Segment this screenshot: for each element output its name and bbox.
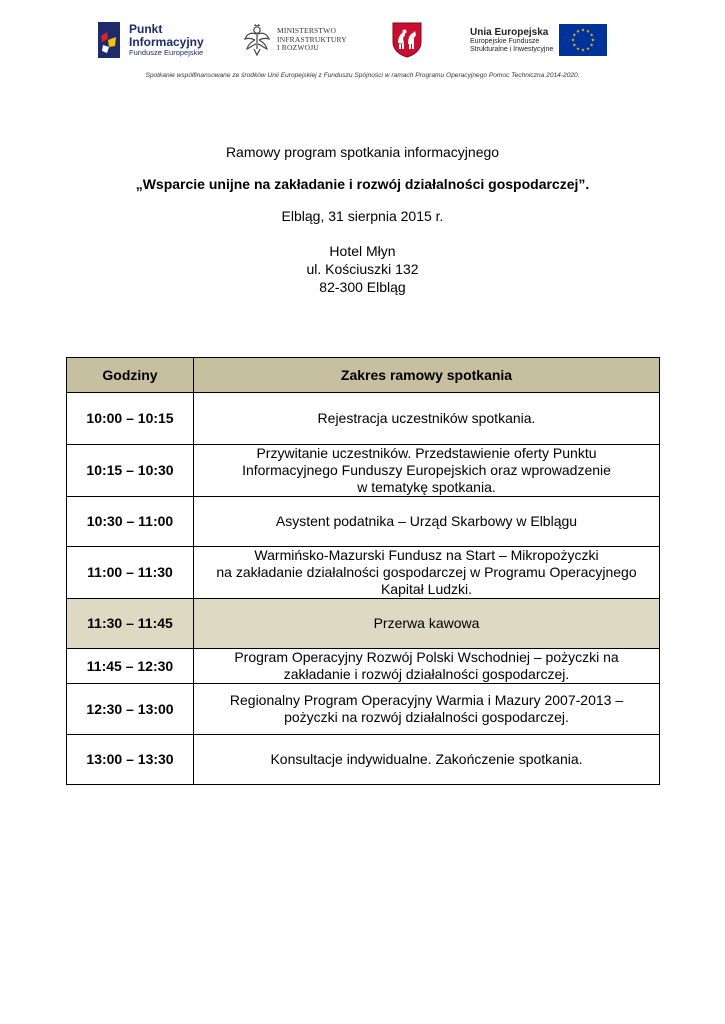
table-row — [67, 497, 660, 547]
table-row — [67, 547, 660, 599]
eu-logo-line3: Strukturalne i Inwestycyjne — [470, 45, 554, 53]
table-row — [67, 735, 660, 785]
punkt-logo-line1: Punkt — [129, 21, 163, 36]
row-time: 12:30 – 13:00 — [67, 684, 194, 735]
ministry-logo — [243, 16, 363, 64]
table-row — [67, 445, 660, 497]
punkt-logo-line2: Informacyjny — [129, 34, 204, 49]
eu-logo-line1: Unia Europejska — [470, 26, 549, 38]
venue-street: ul. Kościuszki 132 — [306, 261, 419, 277]
row-topic — [194, 393, 660, 445]
topic-line: w tematykę spotkania. — [357, 479, 496, 495]
table-row — [67, 599, 660, 649]
agenda-header-row — [67, 358, 660, 393]
coat-of-arms-icon — [392, 22, 422, 58]
venue-name: Hotel Młyn — [329, 243, 396, 259]
eu-logo-line2: Europejskie Fundusze — [470, 37, 540, 45]
topic-line: na zakładanie działalności gospodarczej w Programu Operacyjnego — [216, 564, 637, 580]
punkt-logo-line3: Fundusze Europejskie — [129, 48, 204, 58]
topic-line: Asystent podatnika – Urząd Skarbowy w Elblągu — [275, 513, 578, 529]
header-scope: Zakres ramowy spotkania — [194, 358, 660, 393]
ministry-logo-line2: INFRASTRUKTURY — [277, 34, 347, 44]
row-topic — [194, 599, 660, 649]
table-row — [67, 393, 660, 445]
row-time: 13:00 – 13:30 — [67, 735, 194, 785]
header-hours: Godziny — [67, 358, 194, 393]
regional-coat-of-arms — [392, 16, 422, 64]
table-row — [67, 684, 660, 735]
row-topic — [194, 445, 660, 497]
topic-line: Rejestracja uczestników spotkania. — [317, 410, 536, 426]
table-row — [67, 649, 660, 684]
topic-line: Przerwa kawowa — [373, 615, 480, 631]
ministry-logo-line3: I ROZWOJU — [277, 43, 320, 53]
row-time: 11:30 – 11:45 — [67, 599, 194, 649]
document-intro: Ramowy program spotkania informacyjnego — [225, 144, 500, 160]
row-topic — [194, 497, 660, 547]
agenda-table — [66, 357, 660, 785]
row-topic — [194, 684, 660, 735]
topic-line: Konsultacje indywidualne. Zakończenie spotkania. — [270, 751, 583, 767]
row-topic — [194, 547, 660, 599]
topic-line: pożyczki na rozwój działalności gospodarczej. — [284, 709, 569, 725]
topic-line: Regionalny Program Operacyjny Warmia i Mazury 2007-2013 – — [229, 692, 624, 708]
punkt-informacyjny-logo — [98, 16, 218, 64]
topic-line: Przywitanie uczestników. Przedstawienie oferty Punktu — [256, 445, 597, 461]
eu-flag-icon — [559, 24, 607, 56]
topic-line: Warmińsko-Mazurski Fundusz na Start – Mikropożyczki — [254, 547, 599, 563]
ministry-logo-line1: MINISTERSTWO — [277, 26, 337, 36]
document-heading — [0, 144, 725, 296]
punkt-informacyjny-mark-icon — [98, 20, 122, 60]
row-topic — [194, 735, 660, 785]
venue-city: 82-300 Elbląg — [319, 279, 406, 295]
meeting-date: Elbląg, 31 sierpnia 2015 r. — [281, 208, 444, 224]
row-time: 11:45 – 12:30 — [67, 649, 194, 684]
logo-strip — [0, 16, 725, 66]
eu-logo — [470, 16, 622, 64]
topic-line: zakładanie i rozwój działalności gospodarczej. — [283, 666, 570, 682]
funding-note: Spotkanie współfinansowane ze środków Unii Europejskiej z Funduszu Spójności w ramach Programu Operacyjnego Pomoc Techniczna 2014-2020. — [145, 72, 580, 79]
row-time: 11:00 – 11:30 — [67, 547, 194, 599]
row-time: 10:15 – 10:30 — [67, 445, 194, 497]
topic-line: Informacyjnego Funduszy Europejskich oraz wprowadzenie — [242, 462, 611, 478]
row-topic — [194, 649, 660, 684]
row-time: 10:00 – 10:15 — [67, 393, 194, 445]
topic-line: Program Operacyjny Rozwój Polski Wschodniej – pożyczki na — [234, 649, 619, 665]
row-time: 10:30 – 11:00 — [67, 497, 194, 547]
document-title: „Wsparcie unijne na zakładanie i rozwój działalności gospodarczej”. — [135, 176, 590, 192]
topic-line: Kapitał Ludzki. — [380, 581, 473, 597]
eagle-emblem-icon — [243, 23, 271, 57]
